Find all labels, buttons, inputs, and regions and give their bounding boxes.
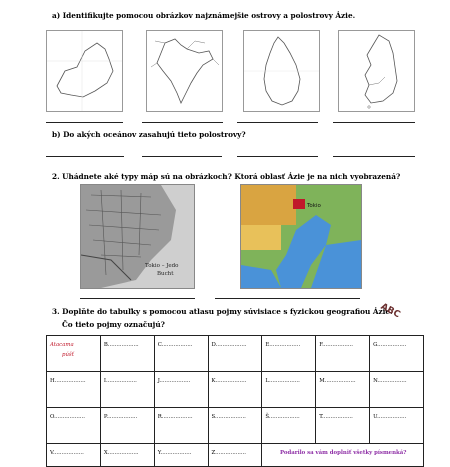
- table-cell-example[interactable]: [47, 336, 101, 372]
- answer-line[interactable]: [46, 156, 124, 157]
- historic-tokyo-map: [80, 184, 195, 289]
- question-2: 2. Uhádnete aké typy máp sú na obrázkoch? Ktorá oblasť Ázie je na nich vyobrazená?: [52, 172, 401, 181]
- table-cell[interactable]: B..................: [100, 336, 154, 372]
- question-b: b) Do akých oceánov zasahujú tieto polostrovy?: [52, 130, 246, 139]
- table-cell[interactable]: K..................: [208, 372, 262, 408]
- answer-line[interactable]: [142, 122, 223, 123]
- answer-line[interactable]: [215, 298, 360, 299]
- table-cell[interactable]: F..................: [316, 336, 370, 372]
- question-3: 3. Doplňte do tabuľky s pomocou atlasu pojmy súvisiace s fyzickou geografiou Ázie.: [52, 307, 393, 316]
- table-cell[interactable]: P..................: [100, 408, 154, 444]
- table-row: [47, 444, 424, 467]
- table-cell[interactable]: L..................: [262, 372, 316, 408]
- answer-line[interactable]: [46, 122, 123, 123]
- korea-map: [338, 30, 415, 112]
- table-cell[interactable]: G.................: [370, 336, 424, 372]
- table-cell[interactable]: U.................: [370, 408, 424, 444]
- answer-line[interactable]: [333, 156, 415, 157]
- table-cell[interactable]: V..................: [47, 444, 101, 467]
- table-cell[interactable]: D..................: [208, 336, 262, 372]
- physical-map-tokyo-bay: [240, 184, 362, 289]
- table-cell[interactable]: I..................: [100, 372, 154, 408]
- map1-label: Tokio – Jedo: [145, 263, 179, 269]
- answer-line[interactable]: [142, 156, 222, 157]
- table-cell[interactable]: J..................: [154, 372, 208, 408]
- map2-label: Tokio: [307, 203, 321, 209]
- table-cell[interactable]: T..................: [316, 408, 370, 444]
- table-cell[interactable]: E..................: [262, 336, 316, 372]
- table-cell[interactable]: O..................: [47, 408, 101, 444]
- abc-decoration: ABC: [378, 301, 402, 321]
- table-cell[interactable]: S..................: [208, 408, 262, 444]
- question-a: a) Identifikujte pomocou obrázkov najznámejšie ostrovy a polostrovy Ázie.: [52, 11, 356, 20]
- table-cell[interactable]: M..................: [316, 372, 370, 408]
- table-row: [47, 372, 424, 408]
- table-cell[interactable]: N.................: [370, 372, 424, 408]
- footer-question: Podarilo sa vám doplniť všetky písmenká?: [262, 444, 424, 467]
- table-cell[interactable]: Š..................: [262, 408, 316, 444]
- example-word: Atacama: [50, 342, 74, 348]
- borneo-map: [46, 30, 123, 112]
- table-row: [47, 408, 424, 444]
- map1-label: Bucht: [157, 271, 174, 277]
- table-row: [47, 336, 424, 372]
- answer-line[interactable]: [237, 122, 318, 123]
- table-cell[interactable]: C..................: [154, 336, 208, 372]
- answer-line[interactable]: [80, 298, 195, 299]
- table-cell[interactable]: R..................: [154, 408, 208, 444]
- letters-table: [46, 335, 424, 467]
- sri-lanka-map: [243, 30, 320, 112]
- question-3-subtitle: Čo tieto pojmy označujú?: [62, 320, 165, 329]
- answer-line[interactable]: [237, 156, 318, 157]
- map-outline-row: [46, 30, 416, 110]
- table-cell[interactable]: X..................: [100, 444, 154, 467]
- table-cell[interactable]: Y..................: [154, 444, 208, 467]
- table-cell[interactable]: H..................: [47, 372, 101, 408]
- india-map: [146, 30, 223, 112]
- table-cell[interactable]: Z..................: [208, 444, 262, 467]
- answer-line[interactable]: [333, 122, 415, 123]
- example-meaning: púšť: [62, 352, 74, 358]
